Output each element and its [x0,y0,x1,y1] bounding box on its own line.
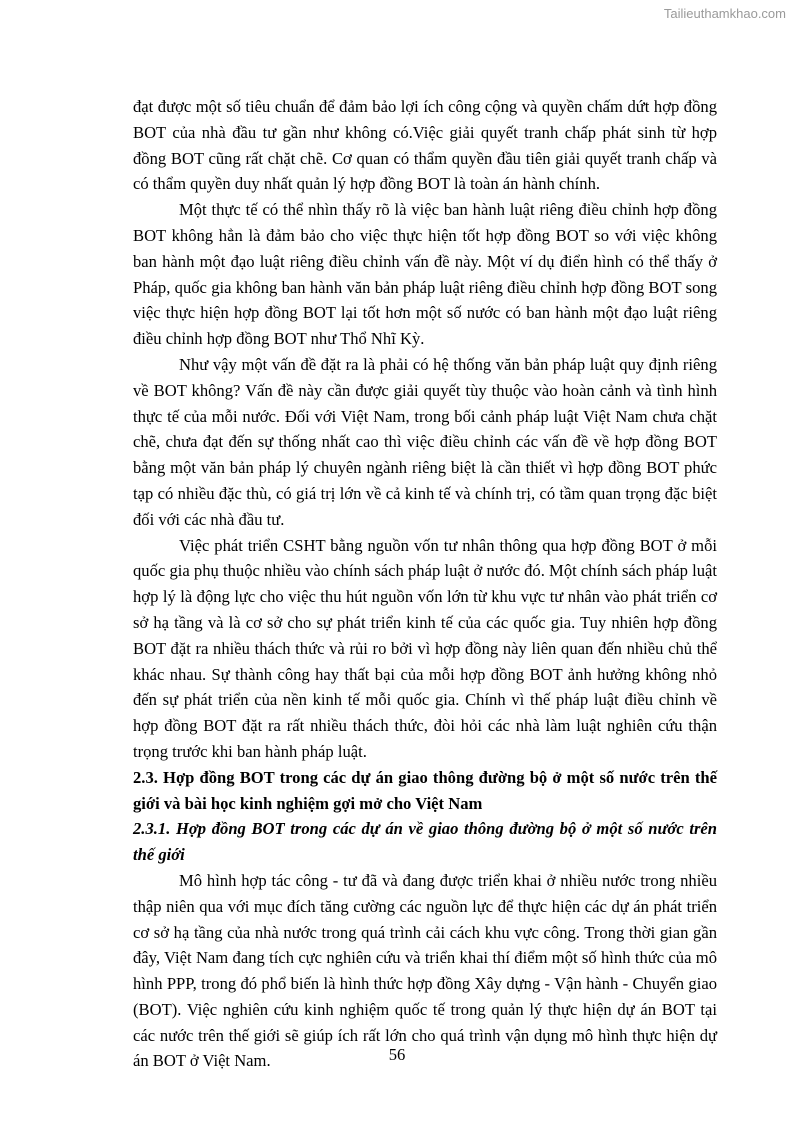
subsection-heading-2-3-1: 2.3.1. Hợp đồng BOT trong các dự án về giao thông đường bộ ở một số nước trên thế giới [133,819,717,865]
paragraph-1: đạt được một số tiêu chuẩn để đảm bảo lợi ích công cộng và quyền chấm dứt hợp đồng BOT của nhà đầu tư gần như không có.Việc giải quyết tranh chấp phát sinh từ hợp đồng BOT cũng rất chặt chẽ. Cơ quan có thẩm quyền đầu tiên giải quyết tranh chấp và có thẩm quyền duy nhất quản lý hợp đồng BOT là toàn án hành chính. [133,97,717,194]
watermark: Tailieuthamkhao.com [663,6,786,21]
paragraph-2: Một thực tế có thể nhìn thấy rõ là việc ban hành luật riêng điều chỉnh hợp đồng BOT không hẳn là đảm bảo cho việc thực hiện tốt hợp đồng BOT so với việc không ban hành một đạo luật riêng điều chỉnh vấn đề này. Một ví dụ điển hình có thể thấy ở Pháp, quốc gia không ban hành văn bản pháp luật riêng điều chỉnh hợp đồng BOT song việc thực hiện hợp đồng BOT lại tốt hơn một số nước có ban hành một đạo luật riêng điều chỉnh hợp đồng BOT như Thổ Nhĩ Kỳ. [133,200,717,349]
paragraph-4: Việc phát triển CSHT bằng nguồn vốn tư nhân thông qua hợp đồng BOT ở mỗi quốc gia phụ thuộc nhiều vào chính sách pháp luật ở nước đó. Một chính sách pháp luật hợp lý là động lực cho việc thu hút nguồn vốn lớn từ khu vực tư nhân vào phát triển cơ sở hạ tầng và là cơ sở cho sự phát triển kinh tế của các quốc gia. Tuy nhiên hợp đồng BOT đặt ra nhiều thách thức và rủi ro bởi vì hợp đồng này liên quan đến nhiều chủ thể khác nhau. Sự thành công hay thất bại của mỗi hợp đồng BOT ảnh hưởng không nhỏ đến sự phát triển của nền kinh tế mỗi quốc gia. Chính vì thế pháp luật điều chỉnh về hợp đồng BOT đặt ra rất nhiều thách thức, đòi hỏi các nhà làm luật nghiên cứu thận trọng trước khi ban hành pháp luật. [133,535,717,761]
paragraph-3: Như vậy một vấn đề đặt ra là phải có hệ thống văn bản pháp luật quy định riêng về BOT không? Vấn đề này cần được giải quyết tùy thuộc vào hoàn cảnh và tình hình thực tế của mỗi nước. Đối với Việt Nam, trong bối cảnh pháp luật Việt Nam chưa chặt chẽ, chưa đạt đến sự thống nhất cao thì việc điều chỉnh các vấn đề về hợp đồng BOT bằng một văn bản pháp lý chuyên ngành riêng biệt là cần thiết vì hợp đồng BOT phức tạp có nhiều đặc thù, có giá trị lớn về cả kinh tế và chính trị, có tầm quan trọng đặc biệt đối với các nhà đầu tư. [133,354,717,529]
page-number: 56 [388,1045,406,1064]
paragraph-5: Mô hình hợp tác công - tư đã và đang được triển khai ở nhiều nước trong nhiều thập niên qua với mục đích tăng cường các nguồn lực để thực hiện các dự án phát triển cơ sở hạ tầng của nhà nước trong quá trình cải cách khu vực công. Trong thời gian gần đây, Việt Nam đang tích cực nghiên cứu và triển khai thí điểm một số hình thức của mô hình PPP, trong đó phổ biến là hình thức hợp đồng Xây dựng - Vận hành - Chuyển giao (BOT). Việc nghiên cứu kinh nghiệm quốc tế trong quản lý thực hiện dự án BOT tại các nước trên thế giới sẽ giúp ích rất lớn cho quá trình vận dụng mô hình thực hiện dự án BOT ở Việt Nam. [133,870,717,1071]
section-heading-2-3: 2.3. Hợp đồng BOT trong các dự án giao thông đường bộ ở một số nước trên thế giới và bài học kinh nghiệm gợi mở cho Việt Nam [133,767,717,813]
document-body [133,94,717,1074]
